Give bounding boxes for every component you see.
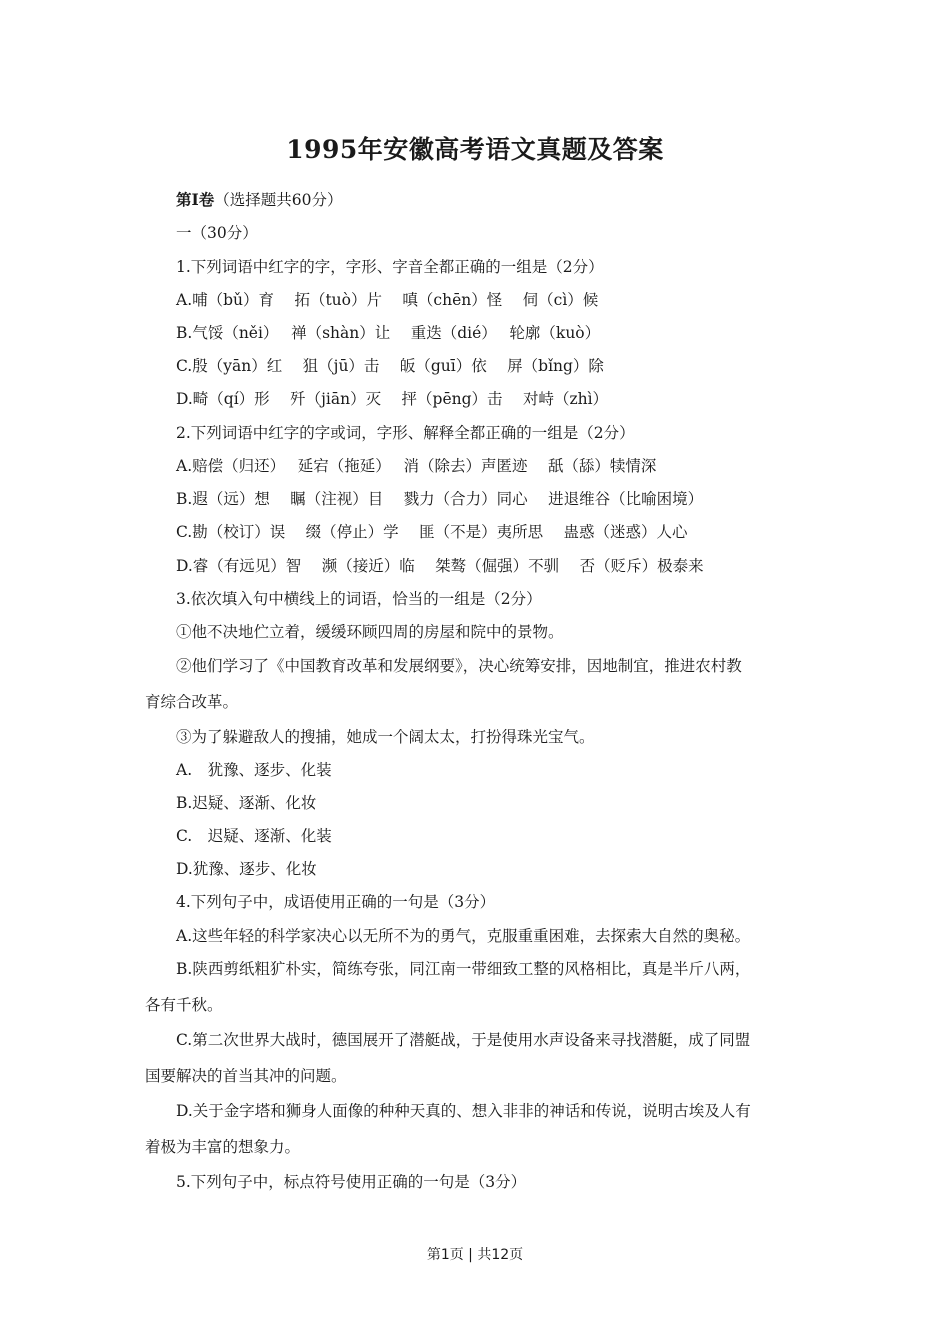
- q4-option-c-cont: 国要解决的首当其冲的问题。: [145, 1067, 347, 1085]
- q2-option-c: C.勘（校订）误 缀（停止）学 匪（不是）夷所思 蛊惑（迷惑）人心: [176, 523, 688, 541]
- q2-option-b: B.遐（远）想 瞩（注视）目 戮力（合力）同心 进退维谷（比喻困境）: [176, 490, 704, 508]
- q4-option-d: D.关于金字塔和狮身人面像的种种天真的、想入非非的神话和传说，说明古埃及人有: [176, 1102, 751, 1120]
- q3-option-a: A. 犹豫、逐步、化装: [176, 761, 332, 779]
- question-4: 4.下列句子中，成语使用正确的一句是（3分）: [176, 893, 496, 911]
- section-head-bold: 第Ⅰ卷: [176, 190, 215, 209]
- q1-option-c: C.殷（yān）红 狙（jū）击 皈（guī）依 屏（bǐng）除: [176, 357, 604, 375]
- q2-option-d: D.睿（有远见）智 濒（接近）临 桀骜（倔强）不驯 否（贬斥）极泰来: [176, 557, 704, 575]
- q1-option-a: A.哺（bǔ）育 拓（tuò）片 嗔（chēn）怪 伺（cì）候: [176, 291, 599, 309]
- q2-option-a: A.赔偿（归还） 延宕（拖延） 消（除去）声匿迹 舐（舔）犊情深: [176, 457, 657, 475]
- q4-option-c: C.第二次世界大战时，德国展开了潜艇战，于是使用水声设备来寻找潜艇，成了同盟: [176, 1031, 751, 1049]
- section-heading: [176, 190, 343, 210]
- q4-option-d-cont: 着极为丰富的想象力。: [145, 1138, 301, 1156]
- part-label: 一（30分）: [176, 224, 258, 242]
- question-5: 5.下列句子中，标点符号使用正确的一句是（3分）: [176, 1173, 527, 1191]
- question-3: 3.依次填入句中横线上的词语，恰当的一组是（2分）: [176, 590, 542, 608]
- q1-option-b: B.气馁（něi） 禅（shàn）让 重迭（dié） 轮廓（kuò）: [176, 324, 601, 342]
- q3-sentence-1: ①他不决地伫立着，缓缓环顾四周的房屋和院中的景物。: [176, 623, 564, 641]
- q4-option-b: B.陕西剪纸粗犷朴实，简练夸张，同江南一带细致工整的风格相比，真是半斤八两，: [176, 960, 751, 978]
- q4-option-a: A.这些年轻的科学家决心以无所不为的勇气，克服重重困难，去探索大自然的奥秘。: [176, 927, 751, 945]
- q3-sentence-2: ②他们学习了《中国教育改革和发展纲要》，决心统筹安排，因地制宜，推进农村教: [176, 657, 742, 675]
- q3-option-d: D.犹豫、逐步、化妆: [176, 860, 317, 878]
- q4-option-b-cont: 各有千秋。: [145, 996, 223, 1014]
- q3-sentence-3: ③为了躲避敌人的搜捕，她成一个阔太太，打扮得珠光宝气。: [176, 728, 595, 746]
- question-2: 2.下列词语中红字的字或词，字形、解释全都正确的一组是（2分）: [176, 424, 635, 442]
- q3-option-c: C. 迟疑、逐渐、化装: [176, 827, 332, 845]
- q3-option-b: B.迟疑、逐渐、化妆: [176, 794, 317, 812]
- page-footer: 第1页 | 共12页: [426, 1247, 524, 1263]
- q3-sentence-2-cont: 育综合改革。: [145, 693, 239, 711]
- q1-option-d: D.畸（qí）形 歼（jiān）灭 抨（pēng）击 对峙（zhì）: [176, 390, 609, 408]
- question-1: 1.下列词语中红字的字，字形、字音全都正确的一组是（2分）: [176, 258, 604, 276]
- section-note: （选择题共60分）: [214, 191, 343, 209]
- page-title: 1995年安徽高考语文真题及答案: [286, 135, 664, 164]
